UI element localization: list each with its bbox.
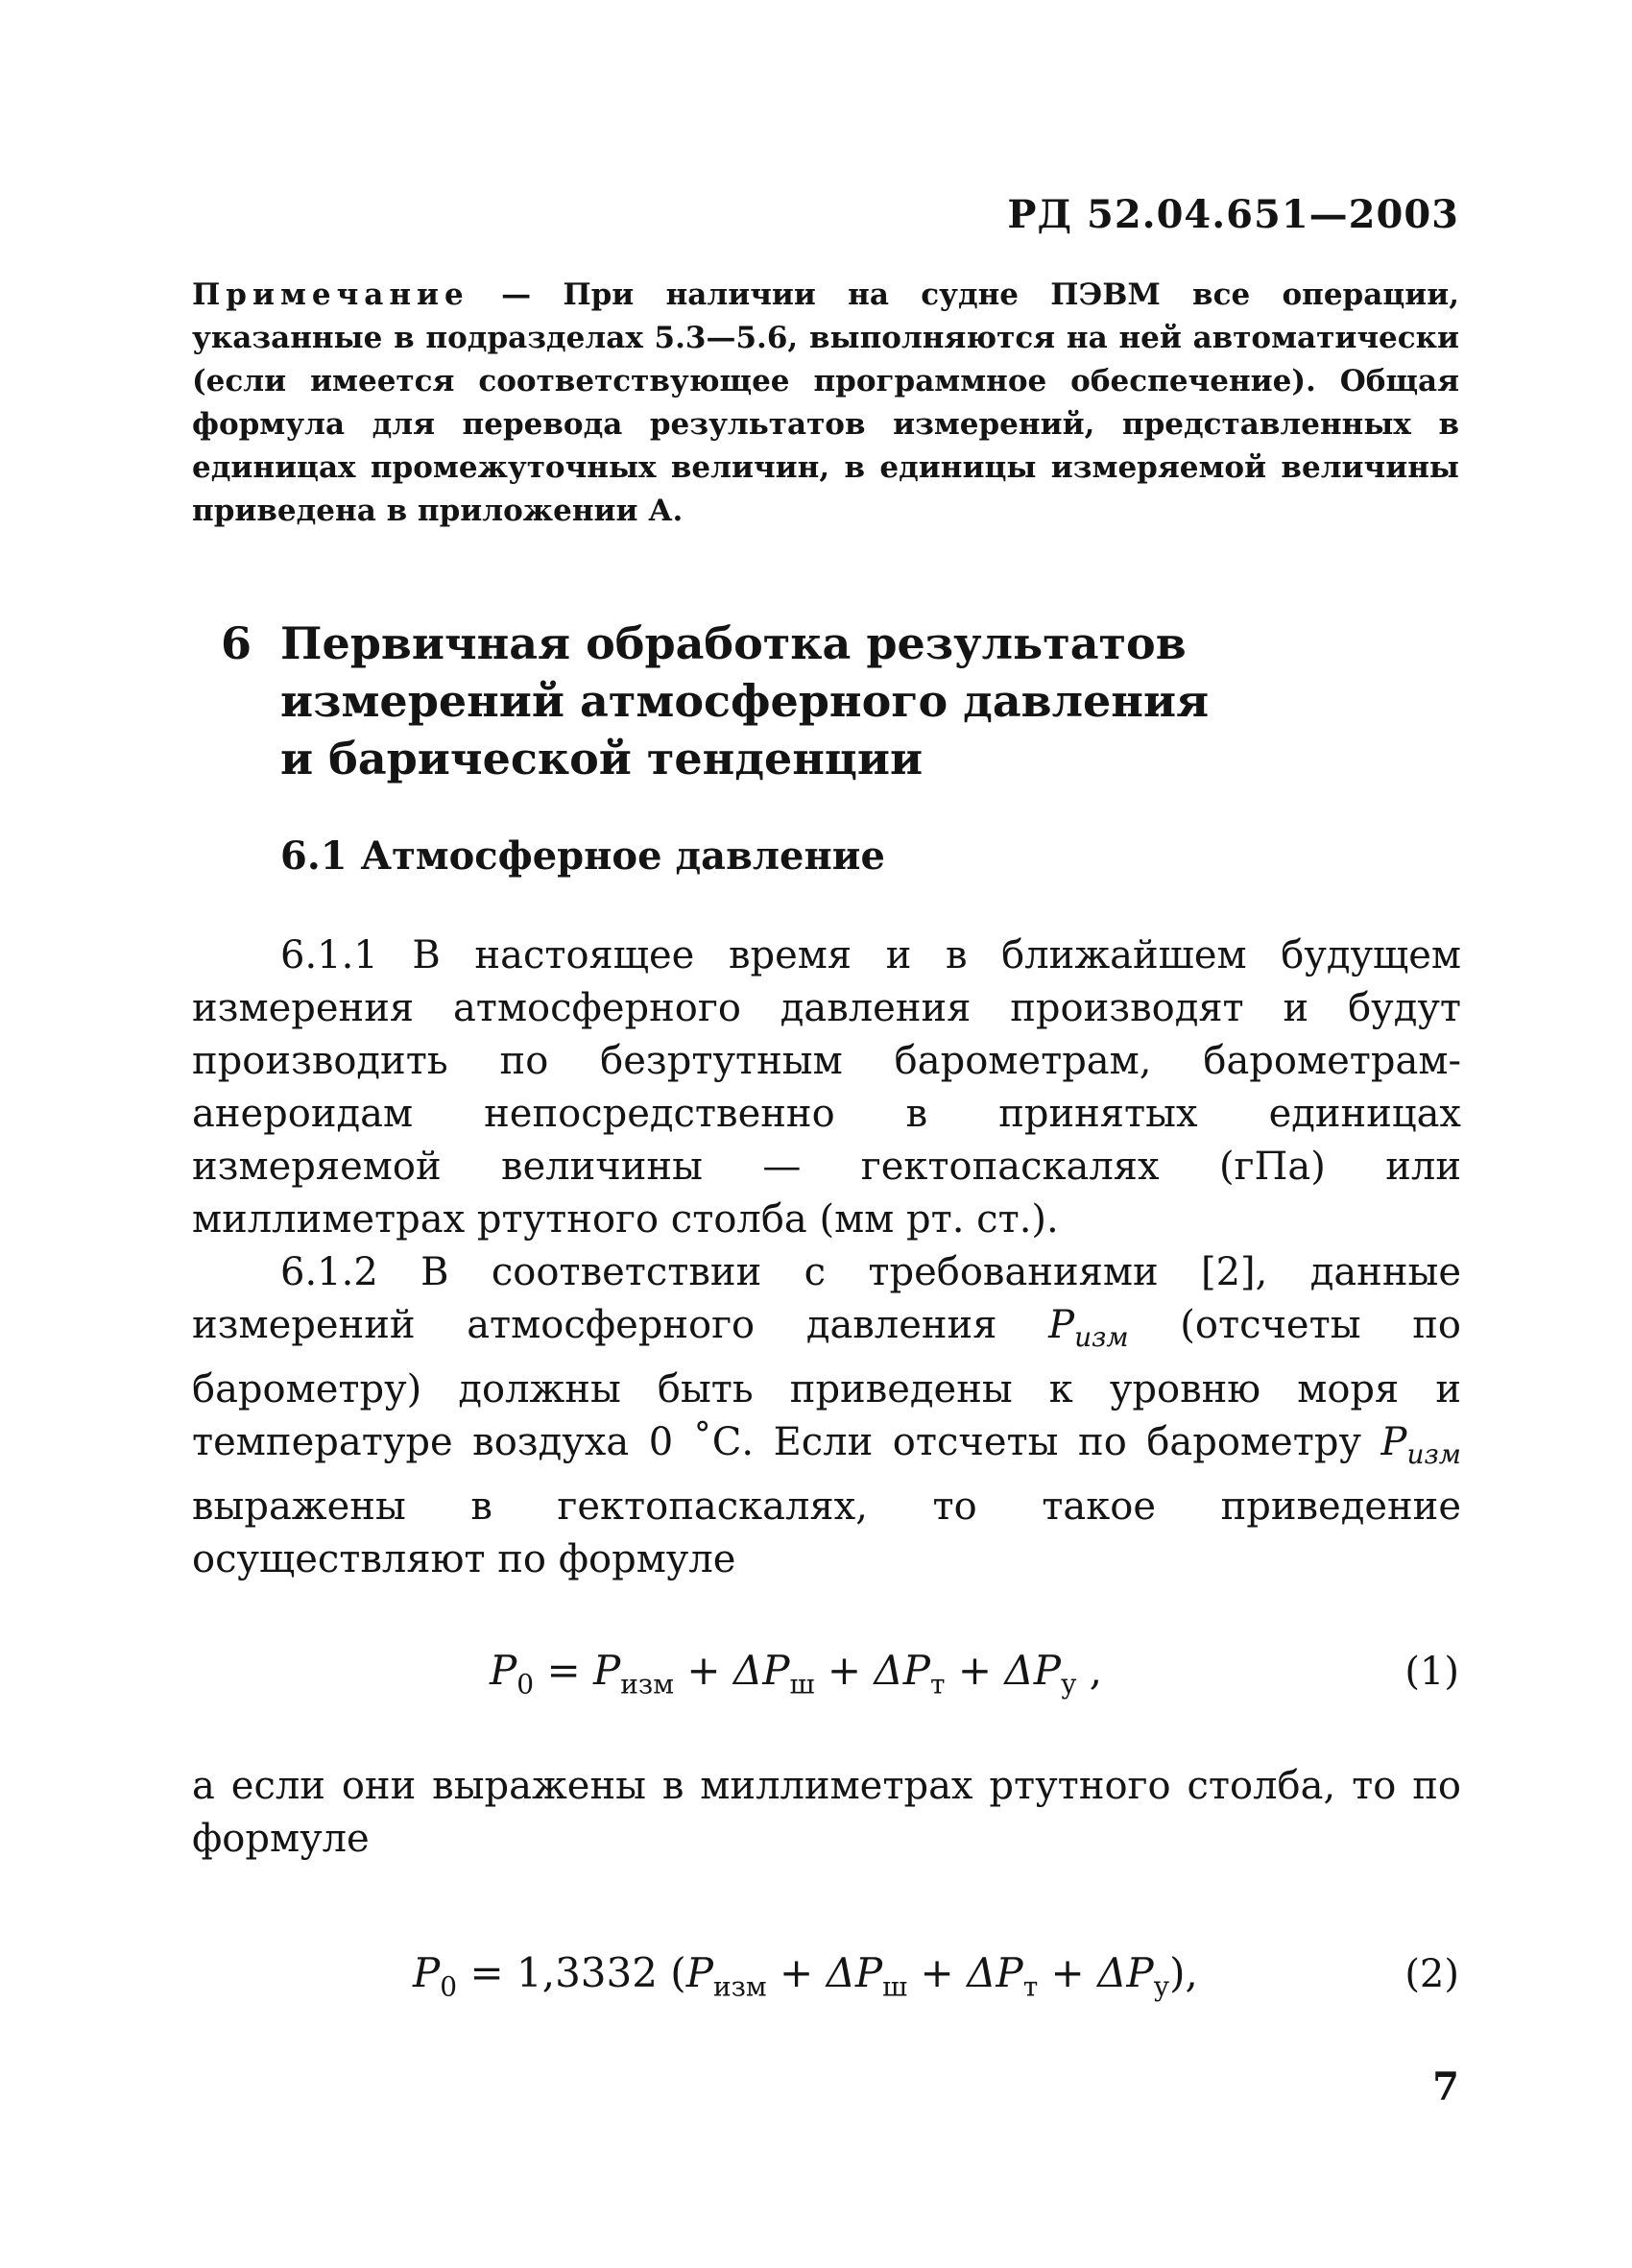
symbol-p-meas-2-subscript: изм (1406, 1438, 1461, 1470)
formula-1-number: (1) (1404, 1650, 1459, 1694)
formula-1-term-2: + ΔP (673, 1647, 790, 1694)
paragraph-6-1-1-text: 6.1.1 В настоящее время и в ближайшем будущем измерения атмосферного давления производят и будут производить по безртутным барометрам, барометрам-анероидам непосредственно в принятых единицах измеряемой величины — гектопаскалях (гПа) или миллиметрах ртутного столба (мм рт. ст.). (192, 933, 1461, 1242)
section-number: 6 (221, 617, 252, 669)
formula-1-term-4-sub: у (1060, 1668, 1077, 1701)
section-title-line-3: и барической тенденции (280, 733, 924, 784)
paragraph-6-1-1 (192, 929, 1461, 1246)
paragraph-6-1-2-text-b: (отсчеты по барометру) должны быть приведены к уровню моря и температуре воздуха 0 ˚С. Если отсчеты по барометру (192, 1303, 1461, 1464)
formula-2-term-2: + ΔP (766, 1949, 883, 1996)
note-label: Примечание (192, 277, 469, 312)
formula-1-term-2-sub: ш (789, 1668, 815, 1701)
formula-2-term-2-sub: ш (882, 1970, 908, 2003)
section-title-line-2: измерений атмосферного давления (280, 675, 1210, 727)
formula-2-term-1-sub: изм (712, 1970, 767, 2003)
section-heading (221, 615, 1240, 787)
formula-2-term-3: + ΔP (907, 1949, 1023, 1996)
formula-1-term-1: P (593, 1647, 621, 1694)
symbol-p-meas-2: P (1380, 1420, 1407, 1464)
paragraph-continuation: а если они выражены в миллиметрах ртутного столба, то по формуле (192, 1764, 1461, 1861)
formula-1 (490, 1647, 1102, 1700)
formula-1-tail: , (1076, 1647, 1103, 1694)
symbol-p-meas-1-subscript: изм (1074, 1321, 1129, 1353)
section-title-line-1: Первичная обработка результатов (280, 617, 1187, 669)
formula-2-number: (2) (1404, 1952, 1459, 1996)
note-block (192, 274, 1459, 533)
formula-1-term-1-sub: изм (620, 1668, 674, 1701)
subsection-heading: 6.1 Атмосферное давление (280, 833, 885, 879)
formula-1-term-3: + ΔP (814, 1647, 930, 1694)
formula-1-eq: = (534, 1647, 593, 1694)
formula-1-term-4: + ΔP (945, 1647, 1061, 1694)
formula-2 (413, 1949, 1198, 2002)
paragraph-6-1-2 (192, 1246, 1461, 1586)
formula-1-lhs: P (490, 1647, 517, 1694)
page-number: 7 (1432, 2064, 1459, 2110)
note-text: — При наличии на судне ПЭВМ все операции, указанные в подразделах 5.3—5.6, выполняются на ней автоматически (если имеется соответствующее программное обеспечение). Общая формула для перевода результатов измерений, представленных в единицах промежуточных величин, в единицы измеряемой величины приведена в приложении А. (192, 277, 1459, 528)
formula-2-lhs: P (413, 1949, 441, 1996)
formula-2-coefficient: 1,3332 ( (516, 1949, 686, 1996)
formula-2-term-4: + ΔP (1038, 1949, 1154, 1996)
formula-2-term-4-sub: у (1153, 1970, 1170, 2003)
formula-2-term-3-sub: т (1022, 1970, 1039, 2003)
formula-2-eq: = (457, 1949, 516, 1996)
formula-2-tail: ), (1169, 1949, 1198, 1996)
formula-1-term-3-sub: т (929, 1668, 946, 1701)
paragraph-6-1-2-text-c: выражены в гектопаскалях, то такое приведение осуществляют по формуле (192, 1484, 1461, 1581)
paragraph-6-1-2-text-a: 6.1.2 В соответствии с требованиями [2], данные измерений атмосферного давления (192, 1250, 1461, 1347)
formula-1-lhs-sub: 0 (516, 1668, 535, 1701)
formula-2-term-1: P (685, 1949, 713, 1996)
document-code: РД 52.04.651—2003 (1007, 192, 1459, 237)
symbol-p-meas-1: P (1048, 1303, 1075, 1347)
formula-2-lhs-sub: 0 (440, 1970, 458, 2003)
